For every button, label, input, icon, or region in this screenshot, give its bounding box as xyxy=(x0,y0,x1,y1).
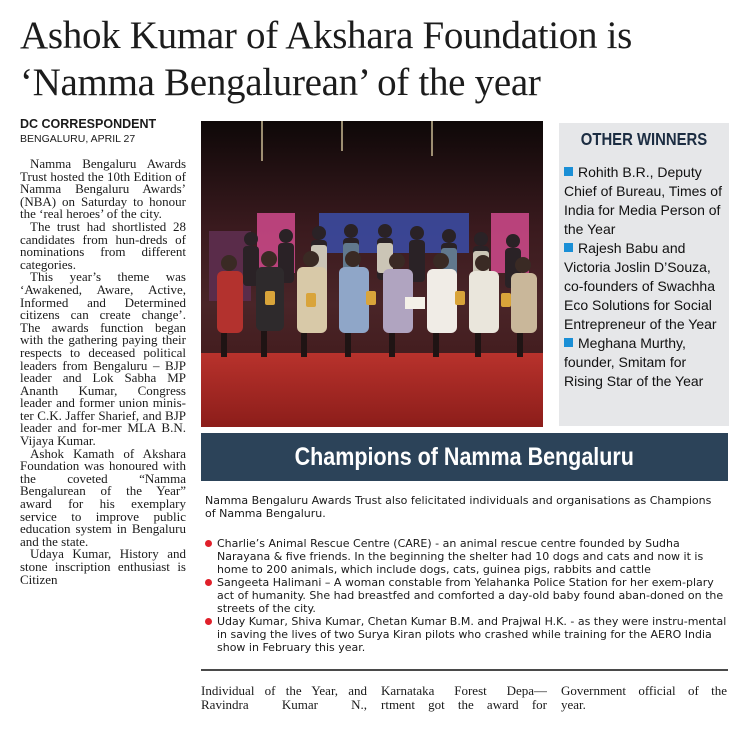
winner-item xyxy=(564,334,727,391)
red-dot-bullet-icon xyxy=(205,618,212,625)
square-bullet-icon xyxy=(564,338,573,347)
winner-text: Meghana Murthy, founder, Smitam for Rising Star of the Year xyxy=(564,335,704,389)
square-bullet-icon xyxy=(564,167,573,176)
article-left-column xyxy=(20,158,186,718)
headline xyxy=(20,12,732,106)
byline: DC CORRESPONDENT xyxy=(20,117,157,131)
winner-text: Rohith B.R., Deputy Chief of Bureau, Times of India for Media Person of the Year xyxy=(564,164,722,237)
champion-text: Charlie’s Animal Rescue Centre (CARE) - an animal rescue centre founded by Sudha Narayana & five friends. In the beginning the shelter had 10 dogs and cats and now it is home to 200 animals, which include dogs, cats, guinea pigs, rabbits and cattle xyxy=(217,537,704,576)
photo-illustration xyxy=(201,121,543,427)
section-divider xyxy=(201,669,728,671)
champions-banner xyxy=(201,433,728,481)
headline-line-2: ‘Namma Bengalurean’ of the year xyxy=(20,61,541,104)
champions-intro: Namma Bengaluru Awards Trust also felicitated individuals and organisations as Champions of Namma Bengaluru. xyxy=(205,494,712,520)
champion-item xyxy=(205,537,727,576)
article-paragraph: This year’s theme was ‘Awakened, Aware, Active, Informed and Determined citizens can create change’. The awards function began with the gathering paying their respects to deceased political leaders from Bengaluru – BJP leader and Lok Sabha MP Ananth Kumar, Congress leader and former union minis-ter C.K. Jaffer Sharief, and BJP leader and for-mer MLA B.N. Vijaya Kumar. xyxy=(20,269,186,449)
champion-item xyxy=(205,615,727,654)
other-winners-list xyxy=(564,163,727,391)
article-paragraph: Ashok Kamath of Akshara Foundation was honoured with the coveted “Namma Bengalurean of the Year” award for his exemplary service to improve public education system in Bengaluru and the state. xyxy=(20,445,186,549)
champions-list xyxy=(205,537,727,654)
bottom-column-3: Government official of the year. xyxy=(561,684,727,712)
champion-item xyxy=(205,576,727,615)
bottom-column-1: Individual of the Year, and Ravindra Kumar N., xyxy=(201,684,367,712)
article-paragraph: Udaya Kumar, History and stone inscription enthusiast is Citizen xyxy=(20,546,186,587)
award-ceremony-photo xyxy=(201,121,543,427)
winner-item xyxy=(564,163,727,239)
champions-banner-title: Champions of Namma Bengaluru xyxy=(294,443,635,471)
winner-item xyxy=(564,239,727,334)
article-paragraph: Namma Bengaluru Awards Trust hosted the 10th Edition of Namma Bengaluru Awards’ (NBA) on Saturday to honour the ‘real heroes’ of the city. xyxy=(20,158,186,222)
article-paragraph: The trust had shortlisted 28 candidates from hun-dreds of nominations from different categories. xyxy=(20,218,186,272)
bottom-column-2: Karnataka Forest Depa— rtment got the award for xyxy=(381,684,547,712)
square-bullet-icon xyxy=(564,243,573,252)
red-dot-bullet-icon xyxy=(205,579,212,586)
other-winners-box xyxy=(559,123,729,426)
dateline: BENGALURU, APRIL 27 xyxy=(20,133,136,145)
champion-text: Uday Kumar, Shiva Kumar, Chetan Kumar B.M. and Prajwal H.K. - as they were instru-mental in saving the lives of two Surya Kiran pilots who crashed while training for the AERO India show in February this year. xyxy=(217,615,727,654)
other-winners-title: OTHER WINNERS xyxy=(580,129,708,149)
red-dot-bullet-icon xyxy=(205,540,212,547)
headline-line-1: Ashok Kumar of Akshara Foundation is xyxy=(20,14,633,57)
winner-text: Rajesh Babu and Victoria Joslin D’Souza, co-founders of Swachha Eco Solutions for Social Entrepreneur of the Year xyxy=(564,240,717,332)
champion-text: Sangeeta Halimani – A woman constable from Yelahanka Police Station for her exem-plary act of humanity. She had breastfed and comforted a day-old baby found aban-doned on the streets of the city. xyxy=(217,576,724,615)
